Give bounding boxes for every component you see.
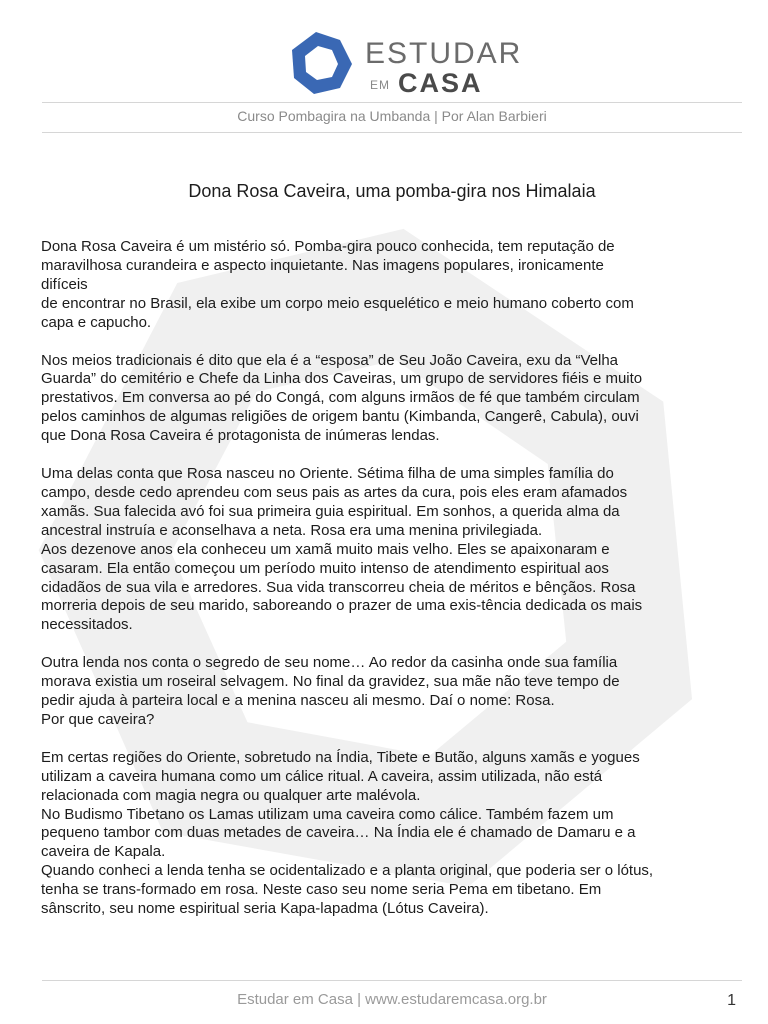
article-paragraph [41, 654, 733, 730]
paragraph-line: Aos dezenove anos ela conheceu um xamã muito mais velho. Eles se apaixonaram e [41, 540, 610, 558]
paragraph-line: caveira de Kapala. [41, 843, 166, 861]
paragraph-line: Nos meios tradicionais é dito que ela é a “esposa” de Seu João Caveira, exu da “Velha [41, 351, 619, 369]
page-number: 1 [727, 992, 736, 1009]
paragraph-line: Quando conheci a lenda tenha se ocidentalizado e a planta original, que poderia ser o lótus, [41, 862, 654, 880]
paragraph-line: relacionada com magia negra ou qualquer arte malévola. [41, 786, 421, 804]
paragraph-line: utilizam a caveira humana como um cálice ritual. A caveira, assim utilizada, não está [41, 767, 603, 785]
article-paragraph [41, 238, 733, 333]
paragraph-line: morava existia um roseiral selvagem. No final da gravidez, sua mãe não teve tempo de [41, 673, 620, 691]
logo-word-casa: CASA [398, 68, 483, 98]
paragraph-line: xamãs. Sua falecida avó foi sua primeira guia espiritual. Em sonhos, a querida alma da [41, 502, 620, 520]
paragraph-line: prestativos. Em conversa ao pé do Congá, com alguns irmãos de fé que também circulam [41, 389, 640, 407]
article-title: Dona Rosa Caveira, uma pomba-gira nos Himalaia [188, 181, 596, 201]
article-paragraph [41, 749, 733, 919]
paragraph-line: Em certas regiões do Oriente, sobretudo na Índia, Tibete e Butão, alguns xamãs e yogues [41, 748, 640, 766]
paragraph-line: difíceis [41, 275, 88, 293]
paragraph-line: Outra lenda nos conta o segredo de seu nome… Ao redor da casinha onde sua família [41, 654, 618, 672]
article-body [41, 238, 733, 938]
logo-ring-icon [288, 30, 354, 96]
paragraph-line: ancestral instruía e aconselhava a neta. Rosa era uma menina privilegiada. [41, 521, 543, 539]
footer-text: Estudar em Casa | www.estudaremcasa.org.br [237, 991, 547, 1008]
header-divider-top [42, 102, 742, 103]
paragraph-line: pequeno tambor com duas metades de caveira… Na Índia ele é chamado de Damaru e a [41, 824, 636, 842]
footer-divider [42, 980, 742, 981]
paragraph-line: Uma delas conta que Rosa nasceu no Oriente. Sétima filha de uma simples família do [41, 465, 614, 483]
paragraph-line: No Budismo Tibetano os Lamas utilizam uma caveira como cálice. Também fazem um [41, 805, 614, 823]
paragraph-line: morreria depois de seu marido, saboreando o prazer de uma exis-tência dedicada os mais [41, 597, 643, 615]
article-paragraph [41, 465, 733, 635]
logo-word-em: EM [370, 78, 390, 92]
paragraph-line: Dona Rosa Caveira é um mistério só. Pomba-gira pouco conhecida, tem reputação de [41, 238, 615, 255]
paragraph-line: casaram. Ela então começou um período muito intenso de atendimento espiritual aos [41, 559, 609, 577]
paragraph-line: pelos caminhos de algumas religiões de origem bantu (Kimbanda, Cangerê, Cabula), ouvi [41, 408, 639, 426]
paragraph-line: necessitados. [41, 616, 133, 634]
paragraph-line: sânscrito, seu nome espiritual seria Kapa-lapadma (Lótus Caveira). [41, 900, 489, 918]
paragraph-line: de encontrar no Brasil, ela exibe um corpo meio esquelético e meio humano coberto com [41, 294, 634, 312]
paragraph-line: Guarda” do cemitério e Chefe da Linha dos Caveiras, um grupo de servidores fiéis e muito [41, 370, 643, 388]
article-paragraph [41, 352, 733, 447]
brand-logo [284, 18, 523, 98]
course-subtitle: Curso Pombagira na Umbanda | Por Alan Barbieri [237, 108, 547, 124]
paragraph-line: pedir ajuda à parteira local e a menina nasceu ali mesmo. Daí o nome: Rosa. [41, 692, 555, 710]
paragraph-line: capa e capucho. [41, 313, 152, 331]
paragraph-line: tenha se trans-formado em rosa. Neste caso seu nome seria Pema em tibetano. Em [41, 881, 602, 899]
paragraph-line: cidadãos de sua vila e arredores. Sua vida transcorreu cheia de méritos e bênçãos. Rosa [41, 578, 636, 596]
paragraph-line: Por que caveira? [41, 710, 155, 728]
paragraph-line: que Dona Rosa Caveira é protagonista de inúmeras lendas. [41, 427, 440, 445]
paragraph-line: maravilhosa curandeira e aspecto inquietante. Nas imagens populares, ironicamente [41, 256, 604, 274]
paragraph-line: campo, desde cedo aprendeu com seus pais as artes da cura, pois eles eram afamados [41, 483, 628, 501]
logo-word-estudar: ESTUDAR [365, 37, 523, 70]
header-divider-bottom [42, 132, 742, 133]
